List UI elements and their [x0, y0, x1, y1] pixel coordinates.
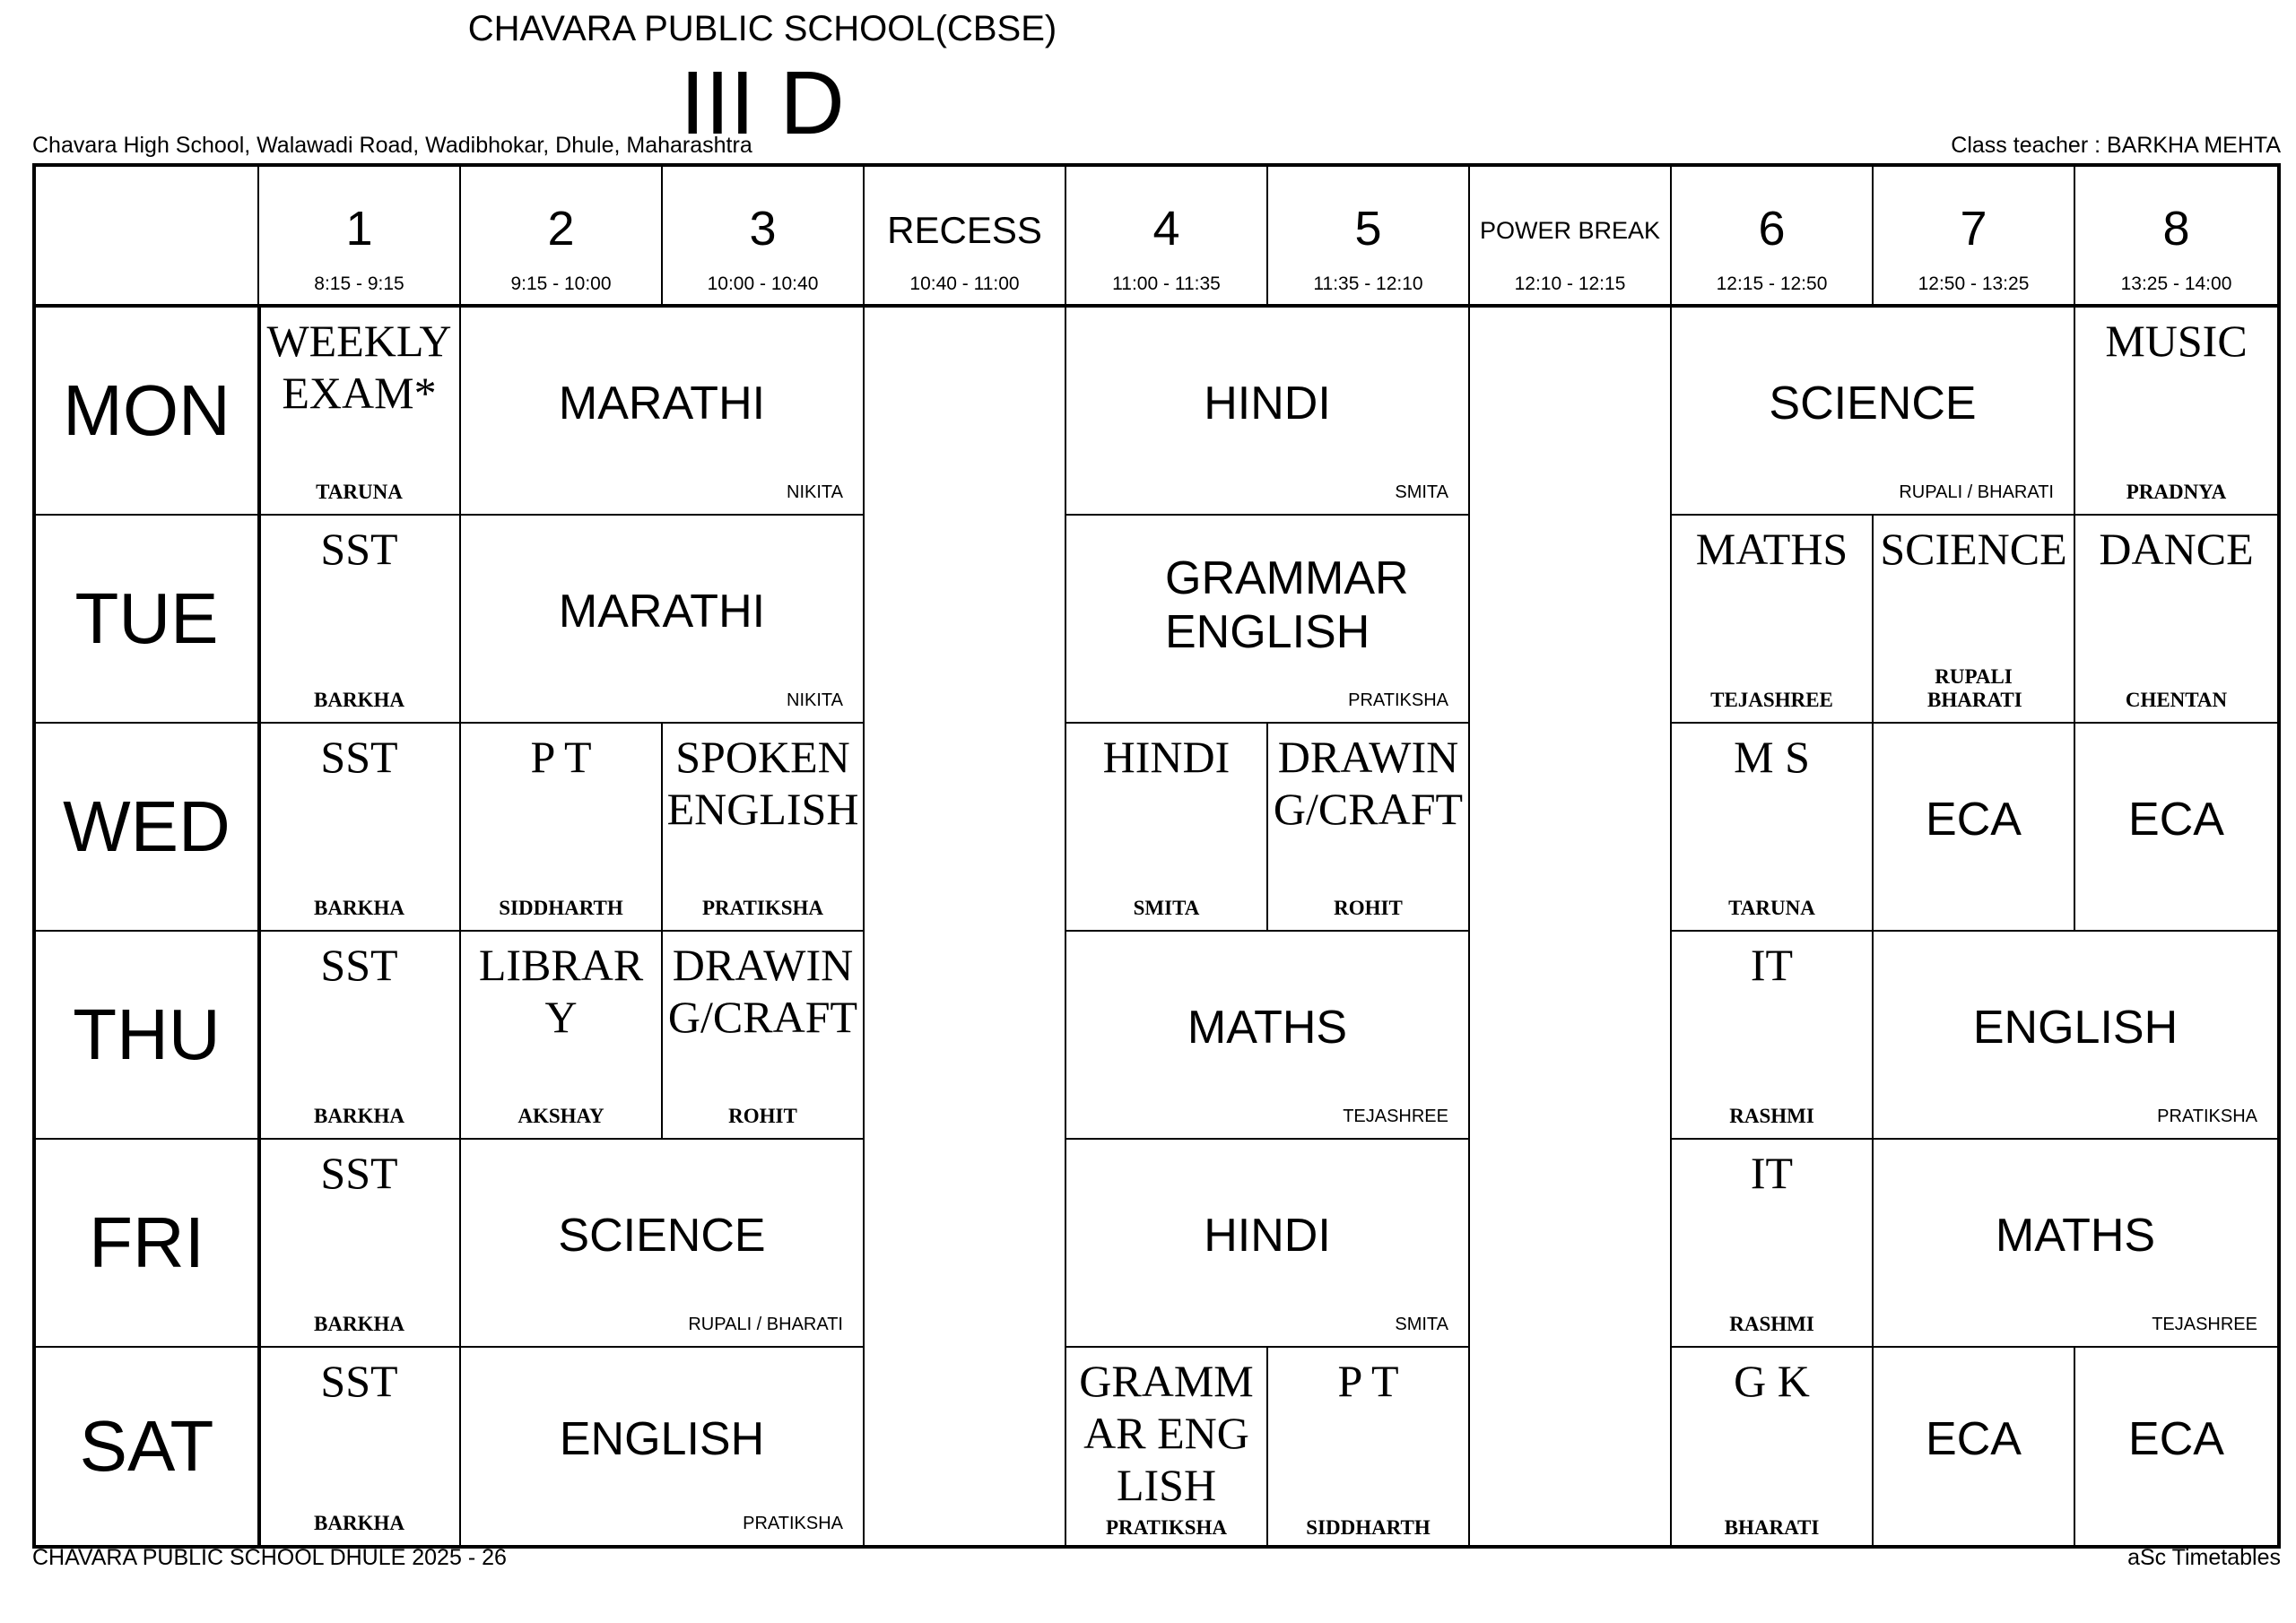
period-label: RECESS — [887, 209, 1042, 251]
subject: SPOKEN ENGLISH — [666, 732, 859, 834]
teacher: RUPALI BHARATI — [1927, 665, 2022, 711]
subject: DRAWING/CRAFT — [667, 940, 858, 1042]
subject: ECA — [1926, 793, 2022, 846]
subject: SST — [320, 1148, 398, 1198]
teacher: BARKHA — [314, 1105, 404, 1127]
subject: SCIENCE — [1769, 377, 1977, 430]
period-time: 13:25 - 14:00 — [2120, 273, 2232, 294]
subject: HINDI — [1204, 1209, 1331, 1262]
lesson-cell — [1672, 1140, 1874, 1348]
lesson-cell — [461, 516, 865, 724]
lesson-cell — [461, 932, 663, 1140]
subject: IT — [1750, 1148, 1794, 1198]
day-fri: FRI — [36, 1140, 259, 1348]
period-time: 12:15 - 12:50 — [1716, 273, 1828, 294]
period-time: 9:15 - 10:00 — [510, 273, 612, 294]
lesson-cell — [1066, 516, 1470, 724]
teacher: TEJASHREE — [1343, 1107, 1448, 1126]
period-time: 12:50 - 13:25 — [1918, 273, 2030, 294]
subject: P T — [530, 732, 592, 782]
subject: ECA — [2128, 1412, 2224, 1465]
footer-school-year: CHAVARA PUBLIC SCHOOL DHULE 2025 - 26 — [32, 1545, 507, 1570]
subject: MATHS — [1187, 1001, 1348, 1054]
teacher: BARKHA — [314, 689, 404, 711]
lesson-cell — [259, 1348, 461, 1545]
subject: LIBRARY — [478, 940, 644, 1042]
lesson-cell — [461, 1140, 865, 1348]
subject: SCIENCE — [558, 1209, 766, 1262]
subject: MATHS — [1695, 524, 1848, 574]
subject: SST — [320, 524, 398, 574]
lesson-cell — [1268, 1348, 1470, 1545]
corner-cell — [36, 167, 259, 306]
lesson-cell — [259, 308, 461, 516]
lesson-cell — [2075, 516, 2277, 724]
lesson-cell — [663, 932, 865, 1140]
lesson-cell — [259, 932, 461, 1140]
period-number: 1 — [345, 202, 373, 256]
school-address: Chavara High School, Walawadi Road, Wadibhokar, Dhule, Maharashtra — [32, 133, 752, 158]
subject: G K — [1734, 1356, 1810, 1406]
class-title: III D — [680, 53, 845, 153]
subject: MUSIC — [2105, 316, 2248, 366]
period-time: 8:15 - 9:15 — [314, 273, 404, 294]
lesson-cell — [2075, 308, 2277, 516]
school-name: CHAVARA PUBLIC SCHOOL(CBSE) — [467, 9, 1057, 48]
day-mon: MON — [36, 308, 259, 516]
teacher: TEJASHREE — [2152, 1315, 2257, 1334]
subject: SST — [320, 940, 398, 990]
subject: WEEKLY EXAM* — [266, 316, 452, 418]
period-header-8 — [2075, 167, 2277, 306]
day-thu: THU — [36, 932, 259, 1140]
subject: ENGLISH — [559, 1412, 765, 1465]
recess-header — [865, 167, 1066, 306]
lesson-cell — [2075, 1348, 2277, 1545]
lesson-cell — [1066, 932, 1470, 1140]
period-header-6 — [1672, 167, 1874, 306]
subject: M S — [1734, 732, 1810, 782]
teacher: BARKHA — [314, 897, 404, 919]
lesson-cell — [1066, 308, 1470, 516]
teacher: TARUNA — [1728, 897, 1815, 919]
lesson-cell — [1066, 1140, 1470, 1348]
teacher: AKSHAY — [517, 1105, 604, 1127]
teacher: SIDDHARTH — [1306, 1516, 1431, 1539]
lesson-cell — [259, 516, 461, 724]
lesson-cell — [1066, 1348, 1268, 1545]
teacher: NIKITA — [787, 690, 843, 710]
period-number: 5 — [1354, 202, 1382, 256]
power-break-header — [1470, 167, 1672, 306]
period-time: 10:40 - 11:00 — [909, 273, 1020, 294]
period-header-7 — [1874, 167, 2075, 306]
lesson-cell — [1874, 1348, 2075, 1545]
teacher: ROHIT — [728, 1105, 797, 1127]
footer-credit: aSc Timetables — [2127, 1545, 2281, 1570]
teacher: PRATIKSHA — [1348, 690, 1448, 710]
day-wed: WED — [36, 724, 259, 932]
period-header-4 — [1066, 167, 1268, 306]
teacher: PRATIKSHA — [1105, 1516, 1228, 1539]
period-number: 4 — [1152, 202, 1180, 256]
subject: P T — [1337, 1356, 1399, 1406]
lesson-cell — [663, 724, 865, 932]
subject: SCIENCE — [1880, 524, 2067, 574]
subject: ECA — [2128, 793, 2224, 846]
lesson-cell — [1874, 932, 2277, 1140]
subject: SST — [320, 732, 398, 782]
teacher: ROHIT — [1334, 897, 1403, 919]
teacher: SMITA — [1395, 1315, 1448, 1334]
teacher: PRATIKSHA — [2157, 1107, 2257, 1126]
lesson-cell — [2075, 724, 2277, 932]
recess-column — [865, 308, 1066, 1545]
subject: ECA — [1926, 1412, 2022, 1465]
teacher: RUPALI / BHARATI — [688, 1315, 843, 1334]
teacher: PRATIKSHA — [701, 897, 824, 919]
lesson-cell — [1066, 724, 1268, 932]
day-tue: TUE — [36, 516, 259, 724]
lesson-cell — [1672, 308, 2075, 516]
period-number: 7 — [1960, 202, 1987, 256]
subject: IT — [1750, 940, 1794, 990]
teacher: RUPALI / BHARATI — [1899, 482, 2054, 502]
subject: MATHS — [1995, 1209, 2156, 1262]
subject: ENGLISH — [1972, 1001, 2179, 1054]
lesson-cell — [259, 1140, 461, 1348]
period-number: 6 — [1758, 202, 1786, 256]
period-header-1 — [259, 167, 461, 306]
lesson-cell — [1672, 724, 1874, 932]
lesson-cell — [461, 724, 663, 932]
lesson-cell — [1874, 724, 2075, 932]
lesson-cell — [1874, 1140, 2277, 1348]
lesson-cell — [1672, 516, 1874, 724]
period-time: 11:35 - 12:10 — [1313, 273, 1423, 294]
teacher: PRATIKSHA — [743, 1514, 843, 1533]
lesson-cell — [1874, 516, 2075, 724]
teacher: BHARATI — [1724, 1516, 1820, 1539]
teacher: BARKHA — [314, 1512, 404, 1534]
period-number: 3 — [749, 202, 777, 256]
lesson-cell — [1672, 1348, 1874, 1545]
day-sat: SAT — [36, 1348, 259, 1545]
period-time: 10:00 - 10:40 — [707, 273, 819, 294]
subject: DRAWING/CRAFT — [1273, 732, 1464, 834]
teacher: SMITA — [1133, 897, 1200, 919]
teacher: PRADNYA — [2126, 481, 2227, 503]
subject: SST — [320, 1356, 398, 1406]
teacher: SIDDHARTH — [499, 897, 623, 919]
period-header-5 — [1268, 167, 1470, 306]
teacher: RASHMI — [1729, 1105, 1814, 1127]
period-time: 12:10 - 12:15 — [1514, 273, 1626, 294]
teacher: TEJASHREE — [1710, 689, 1833, 711]
lesson-cell — [1672, 932, 1874, 1140]
lesson-cell — [461, 1348, 865, 1545]
class-teacher: Class teacher : BARKHA MEHTA — [1951, 133, 2281, 158]
subject: HINDI — [1204, 377, 1331, 430]
subject: GRAMMAR ENGLISH — [1165, 551, 1409, 658]
period-number: 8 — [2162, 202, 2190, 256]
teacher: CHENTAN — [2125, 689, 2228, 711]
teacher: BARKHA — [314, 1313, 404, 1335]
subject: HINDI — [1102, 732, 1231, 782]
power-break-column — [1470, 308, 1672, 1545]
lesson-cell — [259, 724, 461, 932]
period-header-2 — [461, 167, 663, 306]
subject: MARATHI — [558, 377, 766, 430]
timetable-grid — [32, 163, 2281, 1549]
subject: MARATHI — [558, 585, 766, 638]
subject: GRAMMAR ENGLISH — [1079, 1356, 1254, 1510]
teacher: NIKITA — [787, 482, 843, 502]
period-number: 2 — [547, 202, 575, 256]
teacher: TARUNA — [316, 481, 403, 503]
teacher: RASHMI — [1729, 1313, 1814, 1335]
subject: DANCE — [2099, 524, 2254, 574]
period-label: POWER BREAK — [1479, 217, 1661, 244]
teacher: SMITA — [1395, 482, 1448, 502]
lesson-cell — [461, 308, 865, 516]
period-header-3 — [663, 167, 865, 306]
period-time: 11:00 - 11:35 — [1112, 273, 1221, 294]
lesson-cell — [1268, 724, 1470, 932]
